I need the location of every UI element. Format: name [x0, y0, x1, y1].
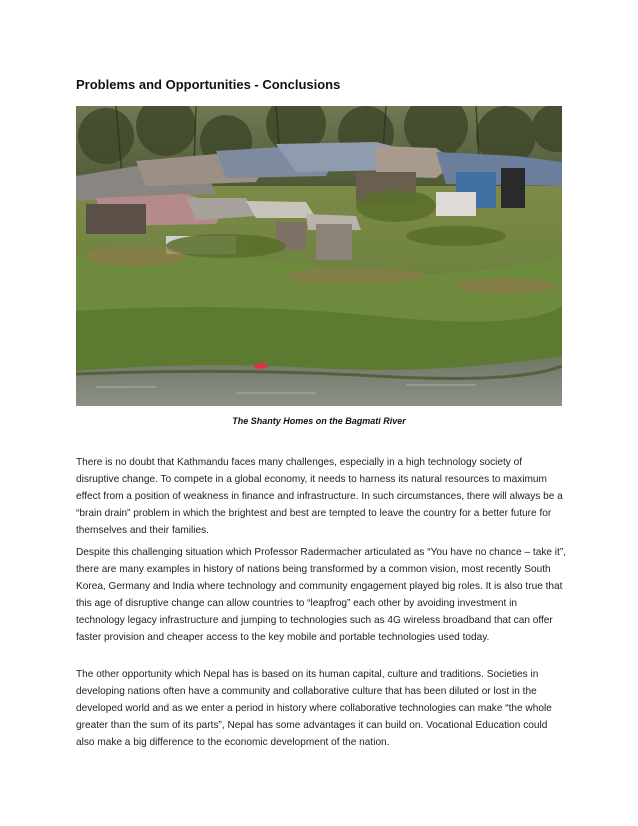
- paragraph-3: The other opportunity which Nepal has is based on its human capital, culture and traditions. Societies in developing nations often have a community and collaborative culture that has been diluted or lost in the developed world and as we enter a period in history where collaborative technologies can make “the whole greater than the sum of its parts”, Nepal has some advantages it can build on. Vocational Education could also make a big difference to the economic development of the nation.: [76, 669, 552, 749]
- paragraph-2: Despite this challenging situation which Professor Radermacher articulated as “You have no chance – take it”, there are many examples in history of nations being transformed by a common vision, most recently South Korea, Germany and India where technology and community engagement played big roles. It is also true that this age of disruptive change can allow countries to “leapfrog” each other by avoiding investment in technology legacy infrastructure and jumping to technologies such as 4G wireless broadband that can offer faster provision and cheaper access to the key mobile and portable technologies used today.: [76, 547, 567, 644]
- shanty-homes-photo: [76, 106, 562, 406]
- paragraph-1: There is no doubt that Kathmandu faces many challenges, especially in a high technology society of disruptive change. To compete in a global economy, it needs to harness its natural resources to maximum effect from a position of weakness in finance and infrastructure. In such circumstances, there will always be a “brain drain” problem in which the brightest and best are tempted to leave the country for a better future for themselves and their families.: [76, 457, 563, 537]
- page-title: Problems and Opportunities - Conclusions: [76, 77, 341, 92]
- photo-caption: The Shanty Homes on the Bagmati River: [232, 416, 406, 426]
